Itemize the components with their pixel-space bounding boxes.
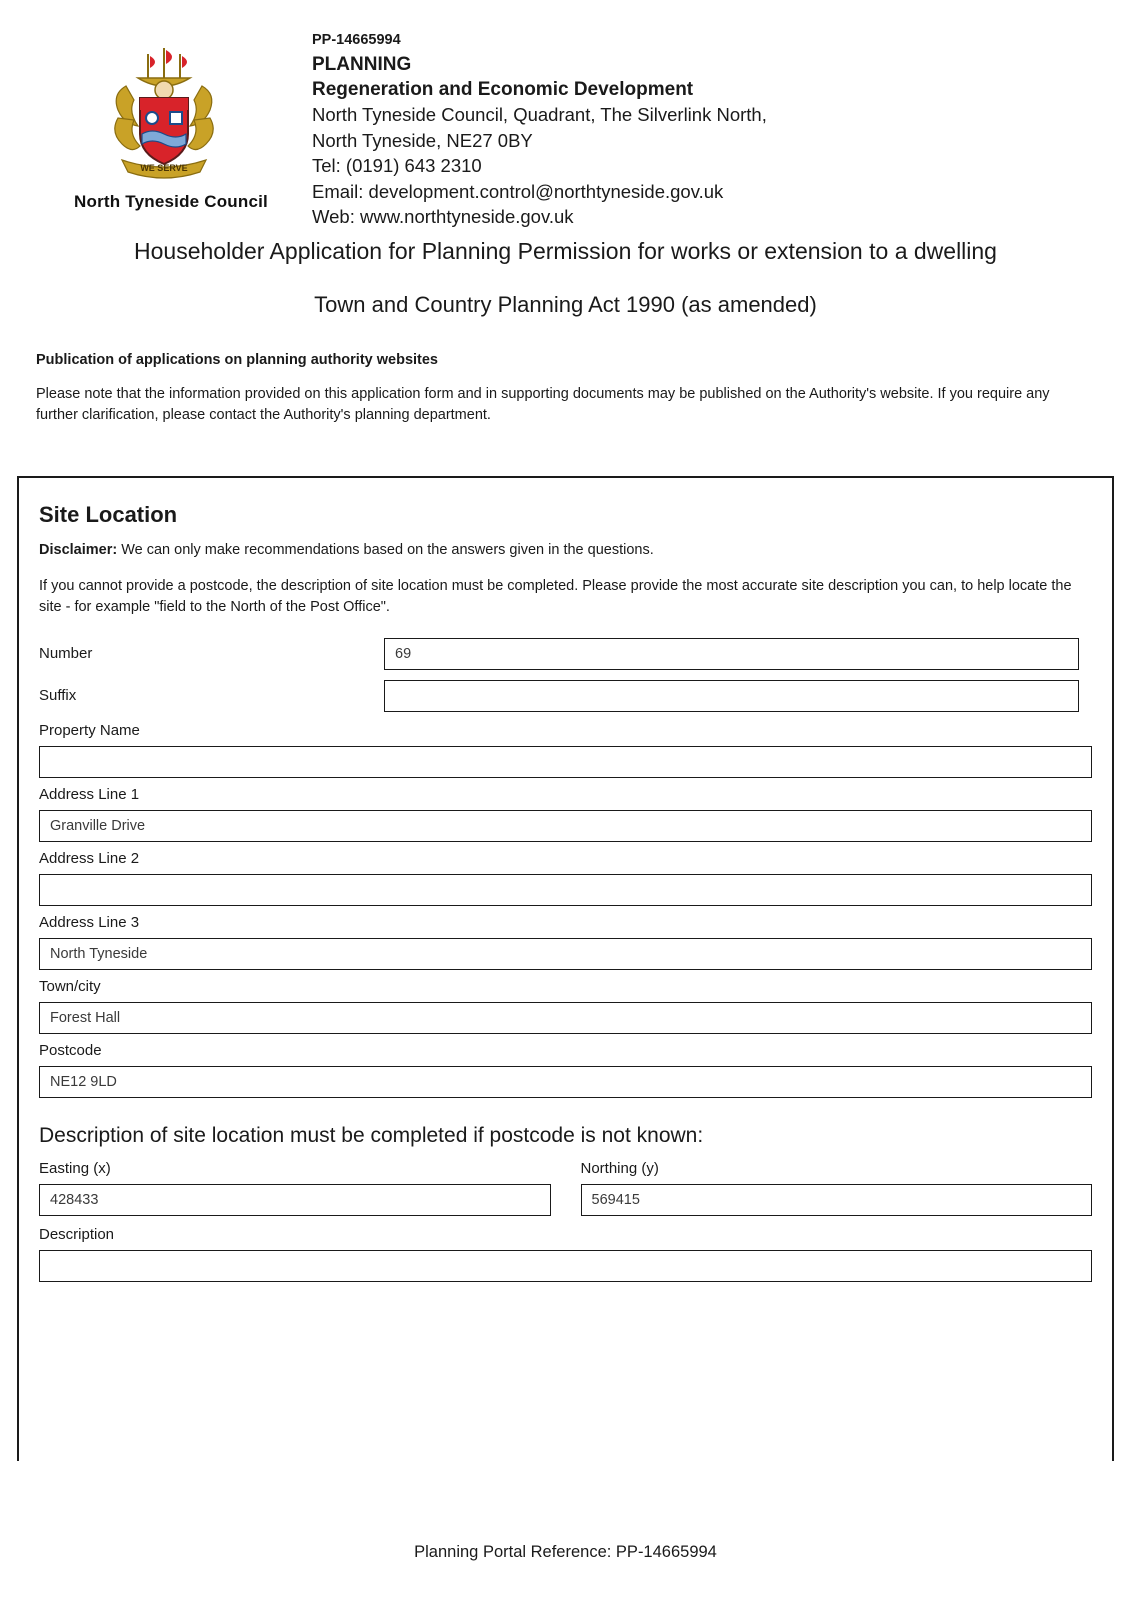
act-title: Town and Country Planning Act 1990 (as amended) (314, 291, 817, 317)
publication-text: Please note that the information provided on this application form and in supporting documents may be published on the Authority's website. If you require any further clarification, please contact the Authority's planning department. (36, 385, 1050, 423)
site-location-panel (17, 476, 1114, 1461)
postcode-input[interactable] (39, 1066, 1092, 1098)
town-city-input[interactable] (39, 1002, 1092, 1034)
address-line-3-label: Address Line 3 (39, 913, 140, 931)
department-name: PLANNING (312, 54, 412, 75)
property-name-label: Property Name (39, 721, 140, 739)
page-footer: Planning Portal Reference: PP-14665994 (414, 1543, 717, 1561)
council-address-line-1: North Tyneside Council, Quadrant, The Silverlink North, (312, 104, 767, 125)
division-name: Regeneration and Economic Development (312, 79, 694, 100)
easting-group (39, 1160, 551, 1216)
suffix-label: Suffix (39, 687, 77, 704)
property-name-input[interactable] (39, 746, 1092, 778)
suffix-row (39, 680, 1092, 712)
header-contact-block (306, 20, 1095, 230)
publication-heading: Publication of applications on planning authority websites (36, 351, 438, 368)
council-crest-block (36, 20, 306, 212)
publication-section (0, 352, 1131, 426)
suffix-input[interactable] (384, 680, 1079, 712)
address-line-2-row (39, 850, 1092, 906)
address-line-2-label: Address Line 2 (39, 849, 140, 867)
disclaimer-label: Disclaimer: (39, 541, 118, 558)
crest-motto-text: WE SERVE (140, 163, 188, 173)
council-telephone: Tel: (0191) 643 2310 (312, 155, 482, 176)
council-name: North Tyneside Council (74, 192, 268, 211)
coordinates-row (39, 1160, 1092, 1216)
postcode-label: Postcode (39, 1041, 102, 1059)
easting-input[interactable] (39, 1184, 551, 1216)
document-header (0, 0, 1131, 230)
planning-portal-reference: PP-14665994 (312, 32, 401, 48)
northing-group (581, 1160, 1093, 1216)
description-label: Description (39, 1225, 115, 1243)
town-city-label: Town/city (39, 977, 101, 995)
description-input[interactable] (39, 1250, 1092, 1282)
northing-label: Northing (y) (580, 1159, 659, 1177)
postcode-row (39, 1042, 1092, 1098)
disclaimer-text: We can only make recommendations based on the answers given in the questions. (117, 541, 654, 558)
number-input[interactable] (384, 638, 1079, 670)
address-line-1-input[interactable] (39, 810, 1092, 842)
town-city-row (39, 978, 1092, 1034)
easting-label: Easting (x) (39, 1159, 111, 1177)
coat-of-arms-icon (96, 38, 246, 188)
council-website: Web: www.northtyneside.gov.uk (312, 206, 574, 227)
number-label: Number (39, 645, 93, 662)
address-line-2-input[interactable] (39, 874, 1092, 906)
address-line-3-row (39, 914, 1092, 970)
site-location-helper-text: If you cannot provide a postcode, the description of site location must be completed. Please provide the most accurate site description you can, to help locate the site - for example "field to the North of the Post Office". (39, 577, 1072, 615)
northing-input[interactable] (581, 1184, 1093, 1216)
disclaimer (39, 540, 1092, 560)
description-row (39, 1226, 1092, 1282)
number-row (39, 638, 1092, 670)
address-line-3-input[interactable] (39, 938, 1092, 970)
address-line-1-label: Address Line 1 (39, 785, 140, 803)
council-email: Email: development.control@northtyneside.gov.uk (312, 180, 724, 202)
description-section-heading: Description of site location must be completed if postcode is not known: (39, 1123, 704, 1147)
document-title: Householder Application for Planning Permission for works or extension to a dwelling (134, 237, 997, 264)
site-location-title: Site Location (39, 501, 178, 527)
address-line-1-row (39, 786, 1092, 842)
council-address-line-2: North Tyneside, NE27 0BY (312, 129, 533, 151)
property-name-row (39, 722, 1092, 778)
